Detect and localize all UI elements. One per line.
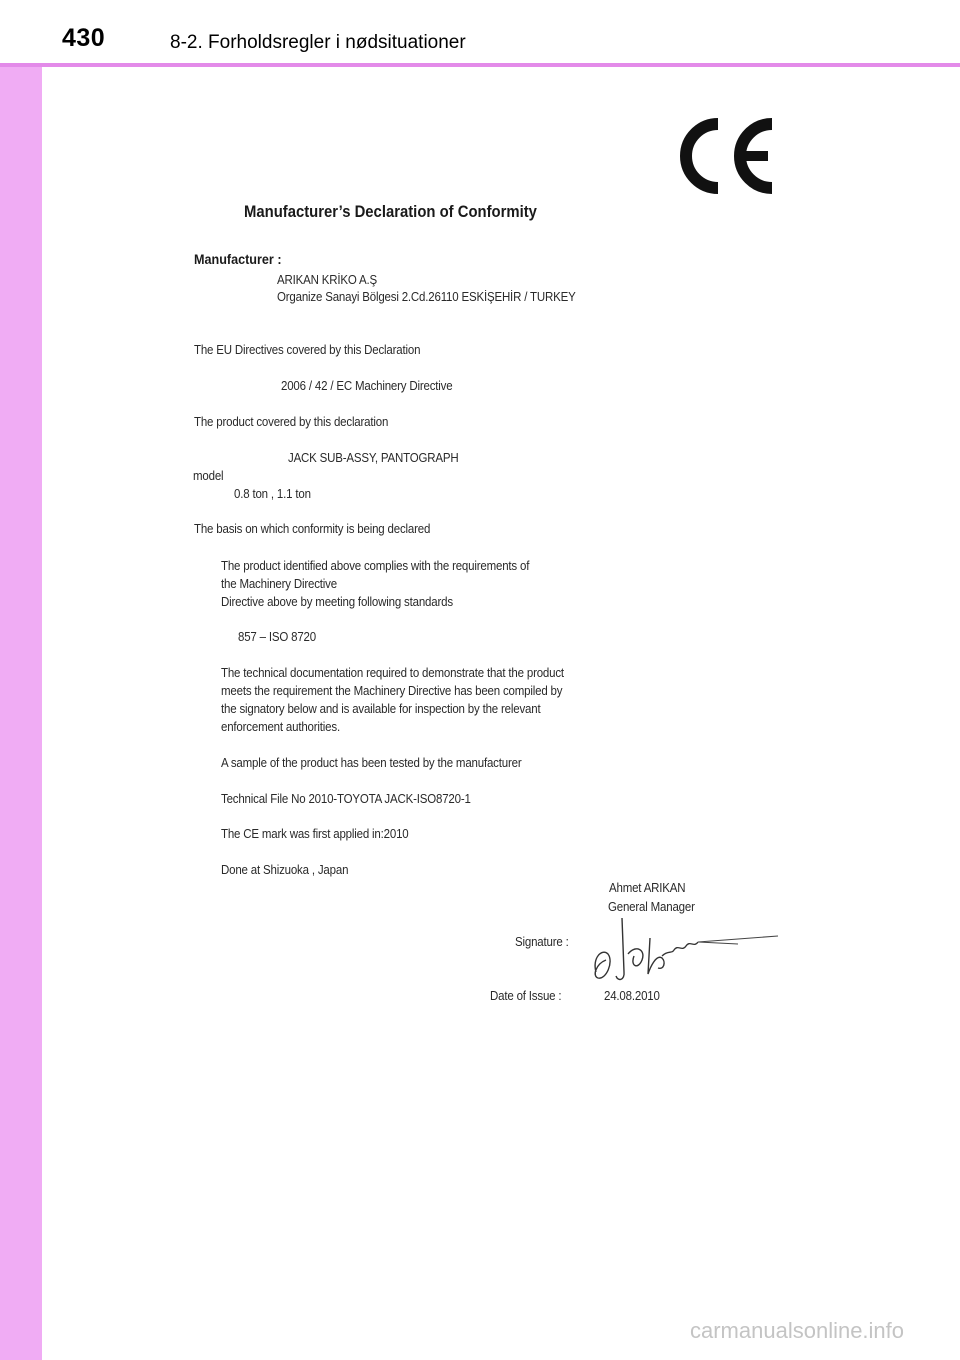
model-values: 0.8 ton , 1.1 ton — [234, 487, 311, 501]
technical-file: Technical File No 2010-TOYOTA JACK-ISO8720-1 — [221, 792, 471, 806]
basis-line: Directive above by meeting following standards — [221, 595, 453, 609]
basis-line: the Machinery Directive — [221, 577, 337, 591]
ce-applied-statement: The CE mark was first applied in:2010 — [221, 827, 409, 841]
signature-label: Signature : — [515, 935, 569, 949]
declaration-title: Manufacturer’s Declaration of Conformity — [244, 203, 537, 221]
standard-text: 857 – ISO 8720 — [238, 630, 316, 644]
product-heading: The product covered by this declaration — [194, 415, 389, 429]
manufacturer-heading: Manufacturer : — [194, 251, 282, 267]
documentation-line: the signatory below and is available for inspection by the relevant — [221, 702, 541, 716]
directive-text: 2006 / 42 / EC Machinery Directive — [281, 379, 453, 393]
signatory-title: General Manager — [608, 900, 695, 914]
section-title: 8-2. Forholdsregler i nødsituationer — [170, 32, 466, 53]
done-at-location: Done at Shizuoka , Japan — [221, 863, 349, 877]
product-name: JACK SUB-ASSY, PANTOGRAPH — [288, 451, 459, 465]
handwritten-signature — [588, 910, 788, 986]
ce-mark-logo — [672, 116, 778, 196]
date-value: 24.08.2010 — [604, 989, 660, 1003]
basis-line: The product identified above complies with the requirements of — [221, 559, 530, 573]
model-label: model — [193, 469, 224, 483]
sample-statement: A sample of the product has been tested by the manufacturer — [221, 756, 522, 770]
basis-heading: The basis on which conformity is being declared — [194, 522, 431, 536]
documentation-line: meets the requirement the Machinery Directive has been compiled by — [221, 684, 563, 698]
watermark: carmanualsonline.info — [690, 1318, 905, 1343]
manufacturer-name: ARIKAN KRİKO A.Ş — [277, 273, 377, 287]
documentation-line: The technical documentation required to demonstrate that the product — [221, 666, 564, 680]
manufacturer-address: Organize Sanayi Bölgesi 2.Cd.26110 ESKİŞEHİR / TURKEY — [277, 290, 576, 304]
directives-heading: The EU Directives covered by this Declaration — [194, 343, 421, 357]
documentation-line: enforcement authorities. — [221, 720, 340, 734]
page-number: 430 — [62, 24, 106, 52]
date-label: Date of Issue : — [490, 989, 562, 1003]
signatory-name: Ahmet ARIKAN — [609, 881, 686, 895]
